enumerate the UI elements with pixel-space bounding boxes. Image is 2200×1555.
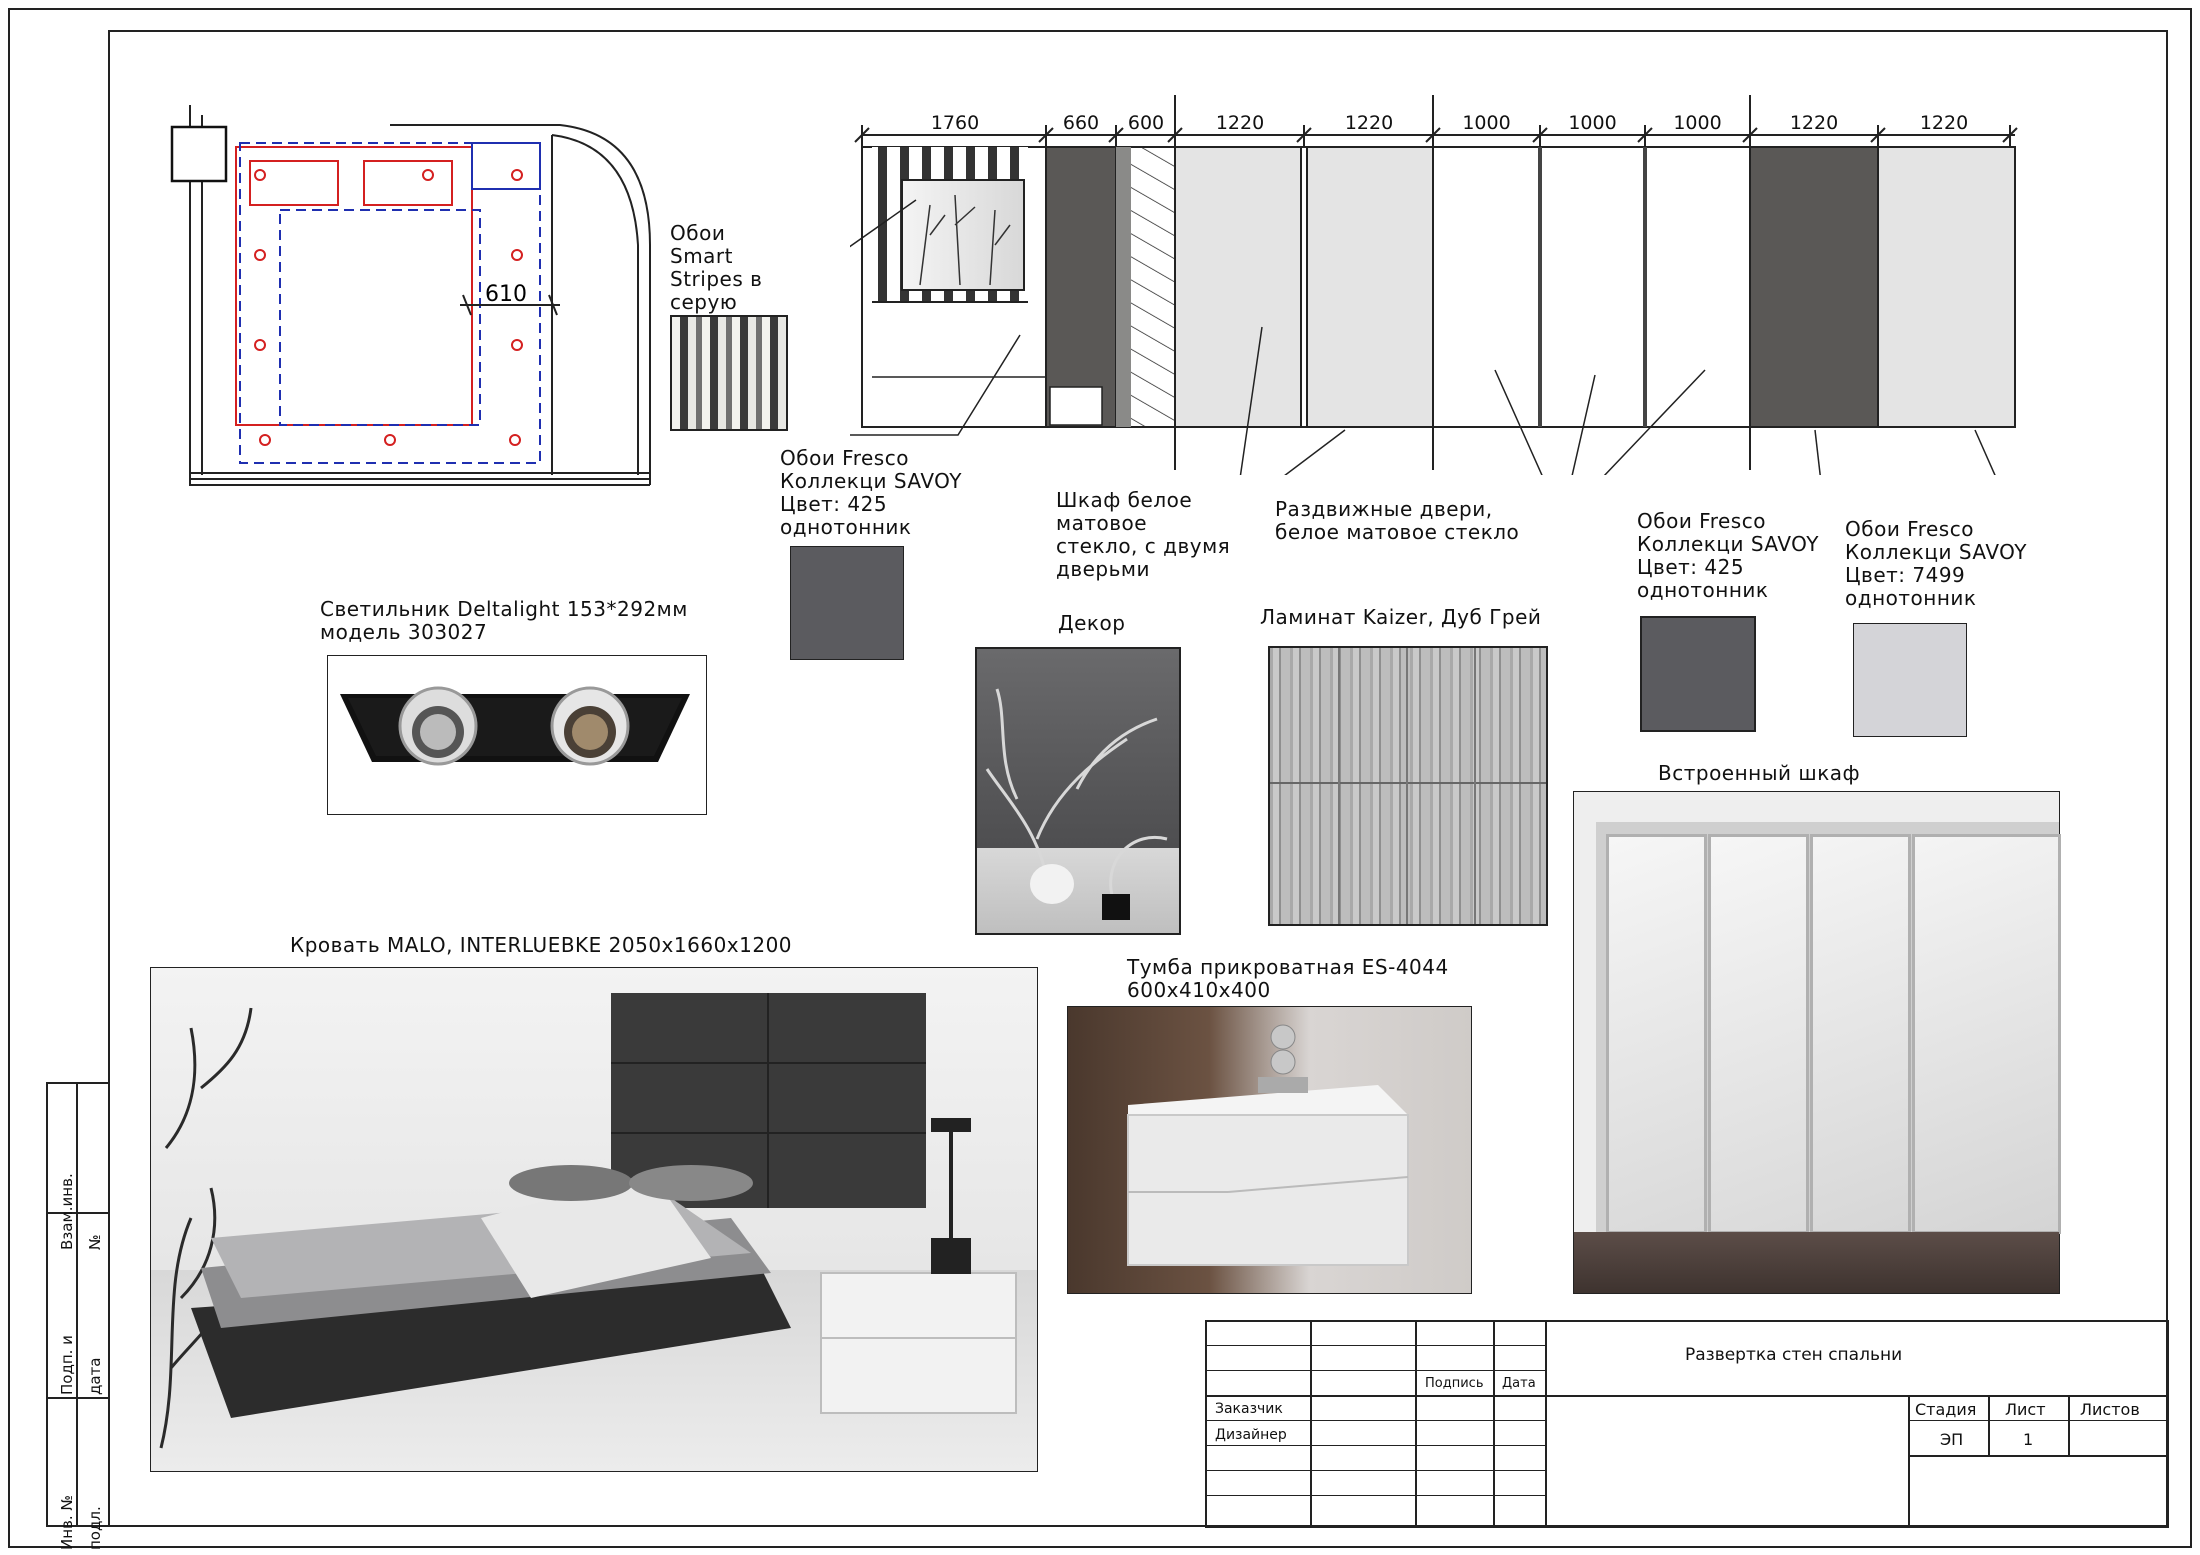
callout-fresco-425-left: Обои Fresco Коллекци SAVOY Цвет: 425 однотонник	[780, 446, 963, 539]
laminate-plank-gap-4	[1474, 648, 1476, 924]
dim-1000-a: 1000	[1462, 112, 1511, 134]
tb-stage-value: ЭП	[1940, 1430, 1964, 1449]
wardrobe-door-3	[1810, 834, 1911, 1234]
tb-stage-col-2	[1988, 1395, 1990, 1455]
tb-col-3	[1493, 1320, 1495, 1528]
decor-photo	[975, 647, 1181, 935]
dim-1220-b: 1220	[1344, 112, 1394, 134]
dim-1000-b: 1000	[1568, 112, 1617, 134]
decor-label: Декор	[1058, 611, 1126, 635]
lamp-illustration	[328, 656, 704, 812]
swatch-smart-stripes	[670, 315, 788, 431]
wardrobe-photo	[1573, 791, 2060, 1294]
swatch-425-left	[790, 546, 904, 660]
tb-date: Дата	[1502, 1376, 1536, 1391]
laminate-plank-gap-3	[1406, 648, 1408, 924]
tb-row-6	[1205, 1470, 1545, 1471]
dim-660: 660	[1062, 112, 1100, 134]
tb-stage-col-1	[1908, 1395, 1910, 1528]
bed-photo	[150, 967, 1038, 1472]
bed-label: Кровать MALO, INTERLUEBKE 2050х1660х1200	[290, 933, 793, 957]
wardrobe-door-1	[1606, 834, 1707, 1234]
wardrobe-door-4	[1912, 834, 2061, 1234]
tb-stage-col-3	[2068, 1395, 2070, 1455]
tb-col-4	[1545, 1320, 1547, 1528]
tb-row-4	[1205, 1420, 1545, 1421]
side-stamp	[46, 1082, 110, 1550]
dim-600: 600	[1127, 112, 1165, 134]
callout-fresco-7499: Обои Fresco Коллекци SAVOY Цвет: 7499 однотонник	[1845, 517, 2028, 610]
callout-wardrobe-glass: Шкаф белое матовое стекло, с двумя дверьми	[1056, 488, 1231, 581]
tb-signature: Подпись	[1425, 1376, 1484, 1391]
tb-sheet-header: Лист	[2005, 1400, 2046, 1419]
title-block	[1205, 1320, 2169, 1528]
nightstand-photo	[1067, 1006, 1472, 1294]
floor-plan	[160, 95, 660, 505]
tb-col-1	[1310, 1320, 1312, 1528]
decor-illustration	[977, 649, 1179, 933]
laminate-label: Ламинат Kaizer, Дуб Грей	[1260, 605, 1542, 629]
nightstand-illustration	[1068, 1007, 1469, 1291]
tb-stage-row-2	[1908, 1455, 2169, 1457]
wall-elevation	[850, 95, 2040, 475]
laminate-photo	[1268, 646, 1548, 926]
plan-dimension-label: 610	[485, 282, 527, 307]
dim-1220-d: 1220	[1919, 112, 1969, 134]
tb-row-7	[1205, 1495, 1545, 1496]
side-stamp-podp: Подп. и дата	[58, 1335, 104, 1395]
tb-row-3	[1205, 1395, 2169, 1397]
wardrobe-label: Встроенный шкаф	[1658, 761, 1861, 785]
bed-illustration	[151, 968, 1035, 1469]
side-stamp-inv: Инв. № подл.	[58, 1494, 104, 1550]
dim-1220-c: 1220	[1789, 112, 1839, 134]
dim-1000-c: 1000	[1673, 112, 1722, 134]
laminate-plank-gap-1	[1270, 782, 1546, 784]
tb-stage-header: Стадия	[1915, 1400, 1977, 1419]
swatch-425-right	[1640, 616, 1756, 732]
callout-smart-stripes: Обои Smart Stripes в серую	[670, 221, 763, 314]
callout-fresco-425-right: Обои Fresco Коллекци SAVOY Цвет: 425 однотонник	[1637, 509, 1820, 602]
laminate-plank-gap-2	[1338, 648, 1340, 924]
tb-row-2	[1205, 1370, 1545, 1371]
dim-1220-a: 1220	[1215, 112, 1265, 134]
tb-customer: Заказчик	[1215, 1401, 1283, 1417]
dim-1760: 1760	[930, 112, 980, 134]
side-stamp-vzam: Взам.инв. №	[58, 1173, 104, 1250]
tb-designer: Дизайнер	[1215, 1427, 1287, 1443]
tb-row-1	[1205, 1345, 1545, 1346]
wardrobe-floor	[1574, 1232, 2059, 1293]
tb-sheet-value: 1	[2023, 1430, 2034, 1449]
lamp-label: Светильник Deltalight 153*292мм модель 303027	[320, 597, 688, 644]
plan-column	[172, 127, 226, 181]
tb-row-5	[1205, 1445, 1545, 1446]
tb-stage-row-1	[1908, 1420, 2169, 1421]
tb-title: Развертка стен спальни	[1685, 1345, 1903, 1365]
nightstand-label: Тумба прикроватная ES-4044 600х410х400	[1127, 955, 1449, 1002]
lamp-photo	[327, 655, 707, 815]
tb-sheets-header: Листов	[2080, 1400, 2140, 1419]
swatch-7499	[1853, 623, 1967, 737]
wardrobe-door-2	[1708, 834, 1809, 1234]
callout-sliding-doors: Раздвижные двери, белое матовое стекло	[1275, 497, 1520, 544]
tb-col-2	[1415, 1320, 1417, 1528]
